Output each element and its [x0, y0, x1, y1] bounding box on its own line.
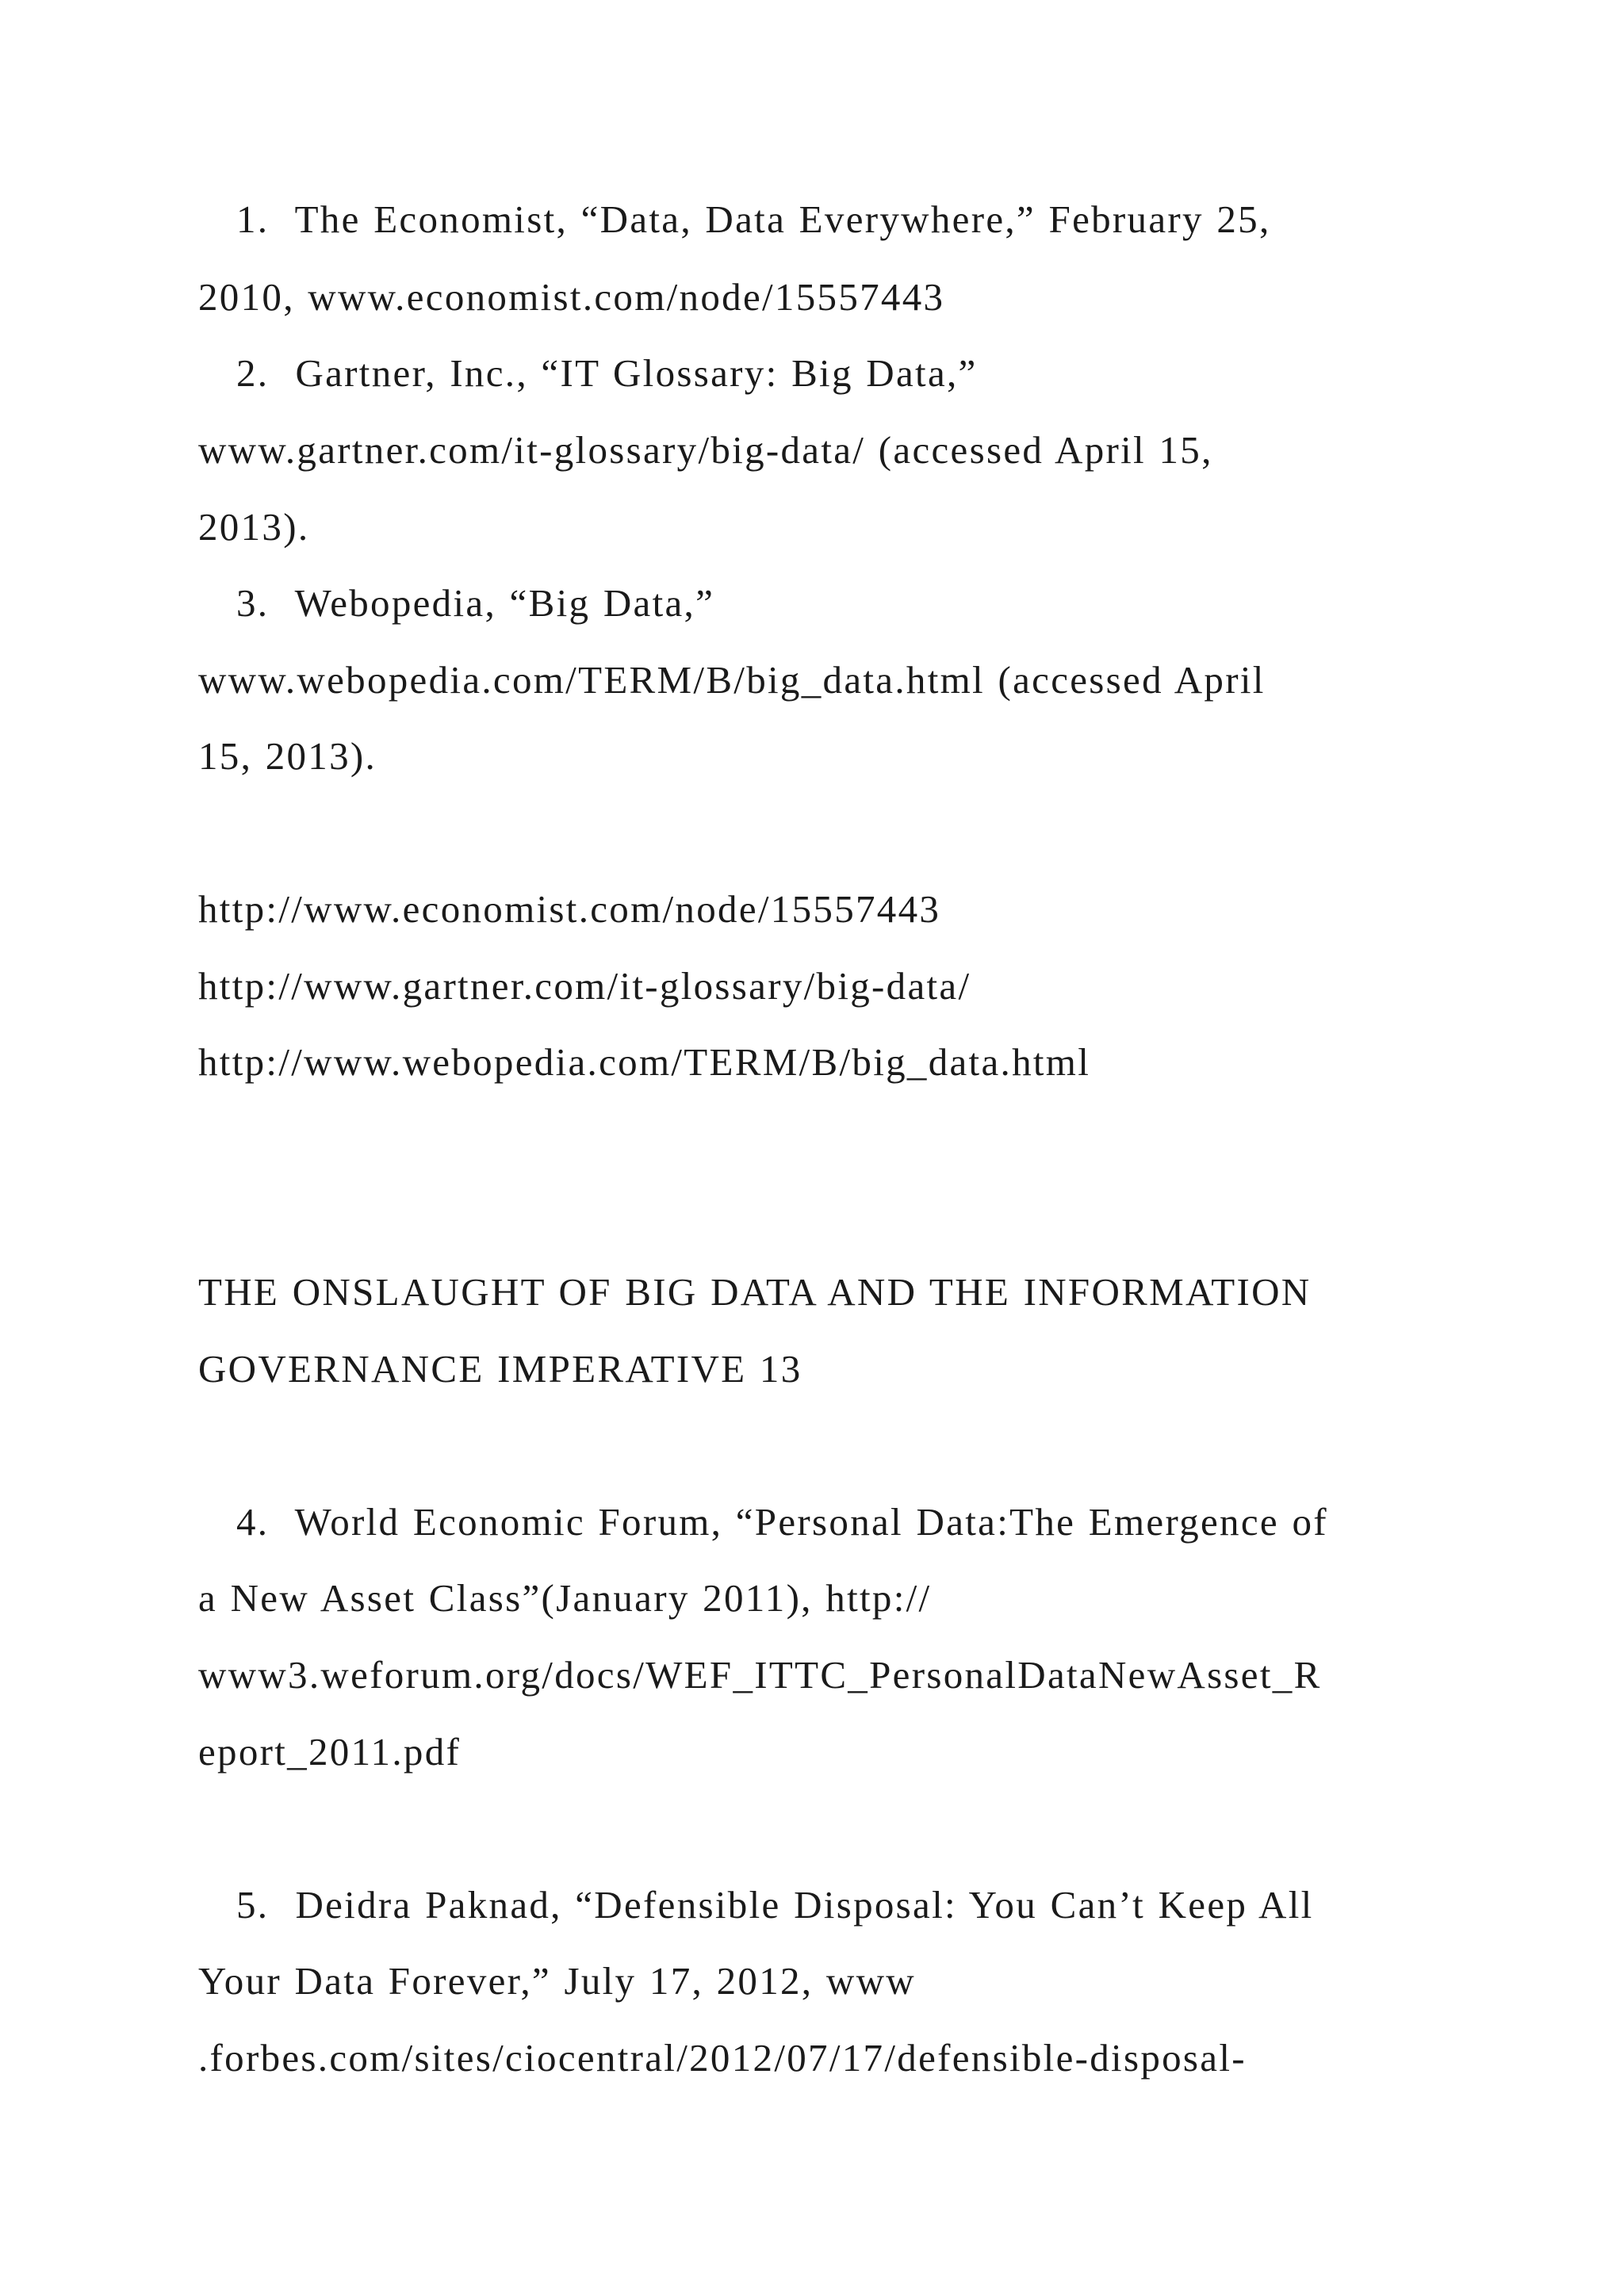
note-2-line-1: 2. Gartner, Inc., “IT Glossary: Big Data,”	[236, 351, 978, 395]
url-economist: http://www.economist.com/node/15557443	[198, 887, 941, 931]
note-3-line-1: 3. Webopedia, “Big Data,”	[236, 581, 715, 625]
note-3-line-2: www.webopedia.com/TERM/B/big_data.html (accessed April	[198, 658, 1266, 702]
note-4-line-2: a New Asset Class”(January 2011), http://	[198, 1576, 932, 1620]
running-header-line-1: THE ONSLAUGHT OF BIG DATA AND THE INFORMATION	[198, 1270, 1312, 1314]
note-1-line-2: 2010, www.economist.com/node/15557443	[198, 275, 945, 319]
note-5-line-3: .forbes.com/sites/ciocentral/2012/07/17/defensible-disposal-	[198, 2036, 1247, 2080]
running-header-line-2: GOVERNANCE IMPERATIVE 13	[198, 1347, 802, 1391]
note-2-line-2: www.gartner.com/it-glossary/big-data/ (accessed April 15,	[198, 428, 1213, 472]
note-4-line-4: eport_2011.pdf	[198, 1730, 462, 1774]
note-5-line-2: Your Data Forever,” July 17, 2012, www	[198, 1959, 916, 2003]
note-5-line-1: 5. Deidra Paknad, “Defensible Disposal: You Can’t Keep All	[236, 1883, 1314, 1927]
note-4-line-1: 4. World Economic Forum, “Personal Data:The Emergence of	[236, 1500, 1328, 1544]
note-4-line-3: www3.weforum.org/docs/WEF_ITTC_PersonalDataNewAsset_R	[198, 1653, 1322, 1697]
note-2-line-3: 2013).	[198, 505, 310, 549]
url-gartner: http://www.gartner.com/it-glossary/big-data/	[198, 964, 971, 1008]
url-webopedia: http://www.webopedia.com/TERM/B/big_data.html	[198, 1040, 1091, 1084]
note-1-line-1: 1. The Economist, “Data, Data Everywhere,” February 25,	[236, 197, 1271, 241]
note-3-line-3: 15, 2013).	[198, 734, 377, 778]
